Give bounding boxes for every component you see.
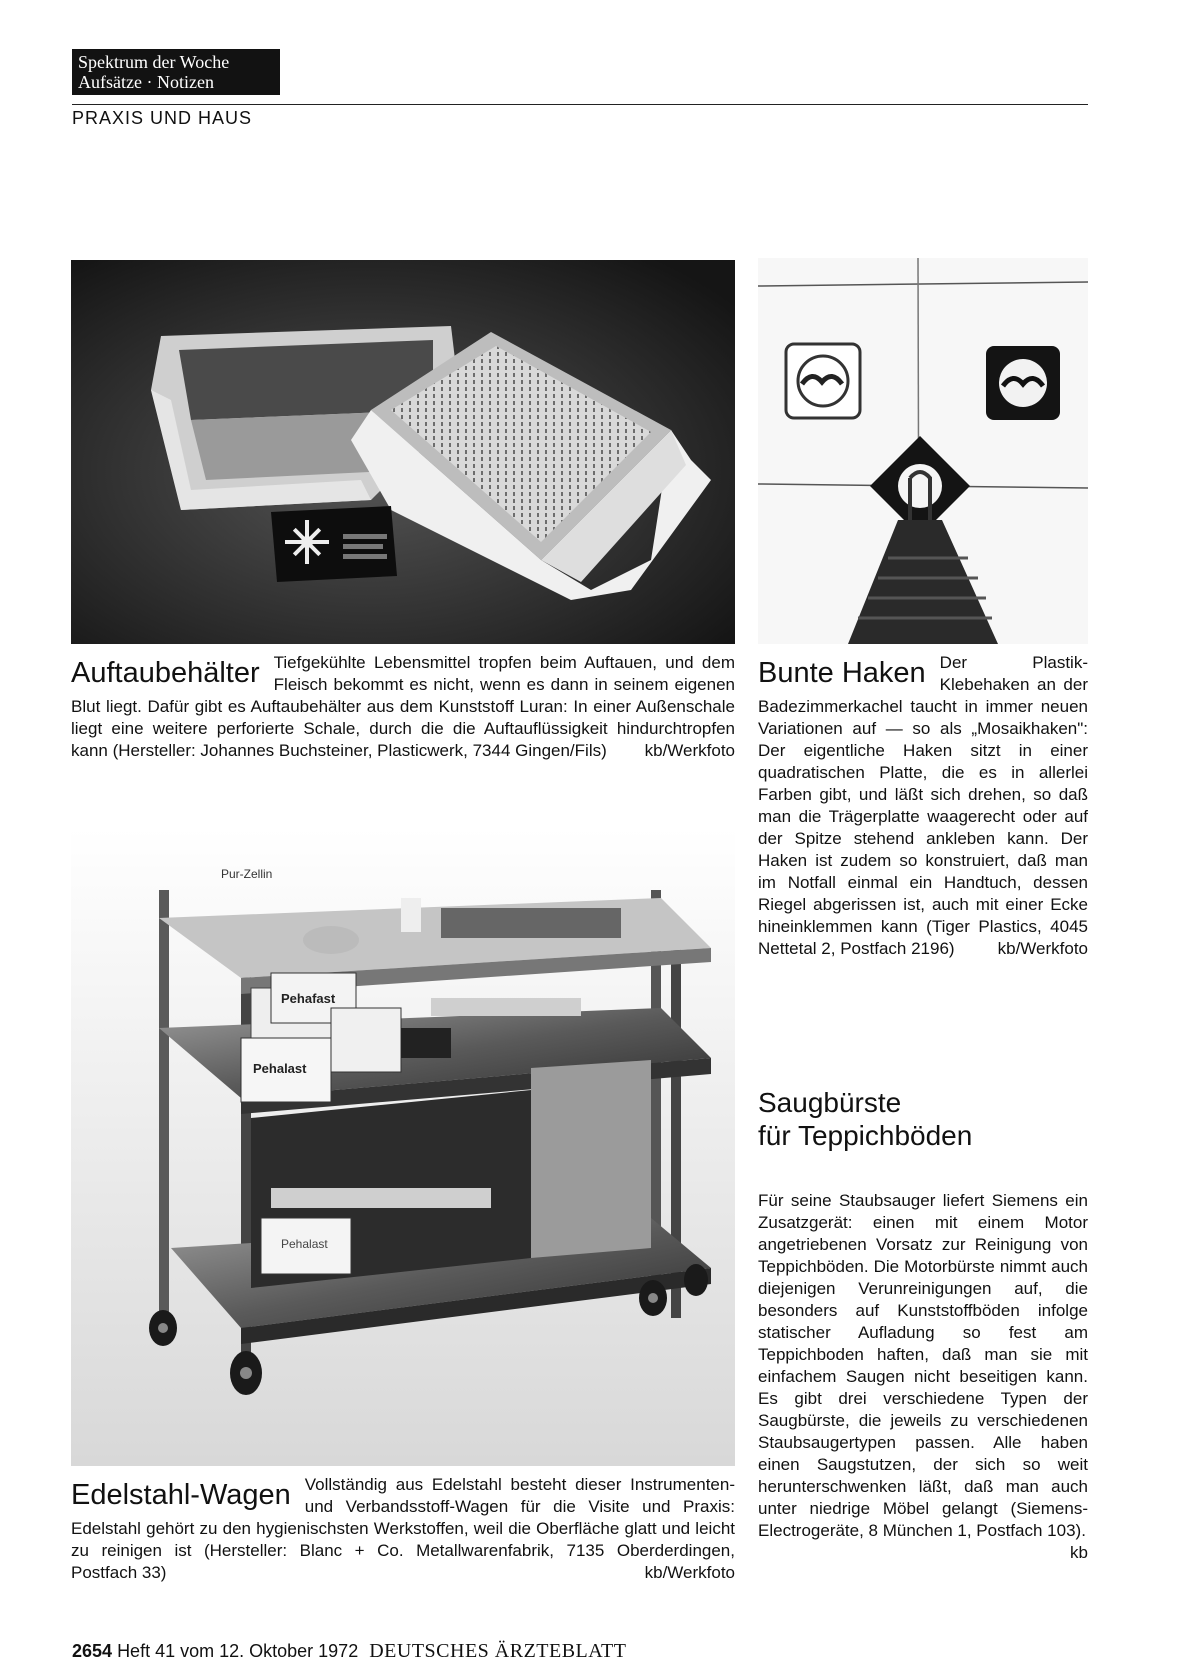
trolley-illustration: [71, 828, 735, 1466]
page-footer: [72, 1640, 626, 1663]
photo-edelstahl-wagen: [71, 828, 735, 1466]
issue-info: Heft 41 vom 12. Oktober 1972: [117, 1641, 359, 1661]
article-auftaubehaelter: [71, 652, 735, 762]
article-body-wrap: [758, 1190, 1088, 1562]
photo-credit: kb/Werkfoto: [997, 939, 1088, 958]
photo-credit: kb/Werkfoto: [644, 1563, 735, 1582]
label-pehafast: Pehafast: [281, 991, 336, 1006]
article-body: Tiefgekühlte Lebensmittel tropfen beim Auftauen, und dem Fleisch bekommt es nicht, wenn es dann in seinem eigenen Blut liegt. Dafür gibt es Auftaubehälter aus dem Kunststoff Luran: In einer Außenschale liegt eine weitere perforierte Schale, durch die die Auftauflüssigkeit hindurchtropfen kann (Hersteller: Johannes Buchsteiner, Plasticwerk, 7344 Gingen/Fils): [71, 653, 735, 760]
article-body: Für seine Staubsauger liefert Siemens ein Zusatzgerät: einen mit einem Motor angetriebenen Vorsatz zur Reinigung von Teppichböden. Die Motorbürste nimmt auch diejenigen Verunreinigungen auf, die besonders auf Kunststoffböden infolge statischer Aufladung so fest am Teppichboden haften, daß man sie mit einfachem Saugen nicht beseitigen kann. Es gibt drei verschiedene Typen der Saugbürste, die jeweils zu verschiedenen Staubsaugertypen passen. Alle haben einen Saugstutzen, der sich so weit herunterschwenken läßt, daß man auch unter niedrige Möbel gelangt (Siemens-Electrogeräte, 8 München 1, Postfach 103).: [758, 1191, 1088, 1540]
section-label-line1: Spektrum der Woche: [78, 52, 230, 72]
section-label-line2: Aufsätze · Notizen: [78, 72, 214, 92]
hooks-illustration: [758, 258, 1088, 644]
article-saugbuerste: [758, 1086, 1088, 1564]
photo-credit: kb/Werkfoto: [644, 741, 735, 760]
article-title: Bunte Haken: [758, 657, 926, 689]
section-title: PRAXIS UND HAUS: [72, 108, 253, 128]
container-illustration: [71, 260, 735, 644]
magazine-name: DEUTSCHES ÄRZTEBLATT: [369, 1640, 627, 1662]
article-body: Der Plastik-Klebehaken an der Badezimmerkachel taucht in immer neuen Variationen auf — so als „Mosaikhaken": Der eigentliche Haken sitzt in einer quadratischen Platte, die es in allerlei Farben gibt, und läßt sich drehen, so daß man die Trägerplatte waagerecht oder auf der Spitze stehend ankleben kann. Der Haken ist zudem so konstruiert, daß man im Notfall einmal ein Handtuch, dessen Riegel abgerissen ist, auch mit einer Ecke hineinklemmen kann (Tiger Plastics, 4045 Nettetal 2, Postfach 2196): [758, 653, 1088, 958]
article-title: Edelstahl-Wagen: [71, 1479, 291, 1511]
article-title: Auftaubehälter: [71, 657, 260, 689]
label-pehalast-bottom: Pehalast: [281, 1237, 328, 1251]
article-title-line1: Saugbürste: [758, 1087, 902, 1118]
article-bunte-haken: [758, 652, 1088, 960]
header-rule: [72, 104, 1088, 105]
article-edelstahl-wagen: [71, 1474, 735, 1584]
label-pehalast-top: Pehalast: [253, 1061, 307, 1076]
photo-credit: kb: [1070, 1543, 1088, 1562]
label-purzellin: Pur-Zellin: [221, 867, 273, 881]
photo-bunte-haken: [758, 258, 1088, 644]
article-body: Vollständig aus Edelstahl besteht dieser Instrumenten- und Verbandsstoff-Wagen für die Visite und Praxis: Edelstahl gehört zu den hygienischsten Werkstoffen, weil die Oberfläche glatt und leicht zu reinigen ist (Hersteller: Blanc + Co. Metallwarenfabrik, 7135 Oberderdingen, Postfach 33): [71, 1475, 735, 1582]
article-title-line2: für Teppichböden: [758, 1120, 973, 1151]
photo-auftaubehaelter: [71, 260, 735, 644]
page-number: 2654: [72, 1641, 113, 1661]
section-label-box: [72, 49, 280, 95]
